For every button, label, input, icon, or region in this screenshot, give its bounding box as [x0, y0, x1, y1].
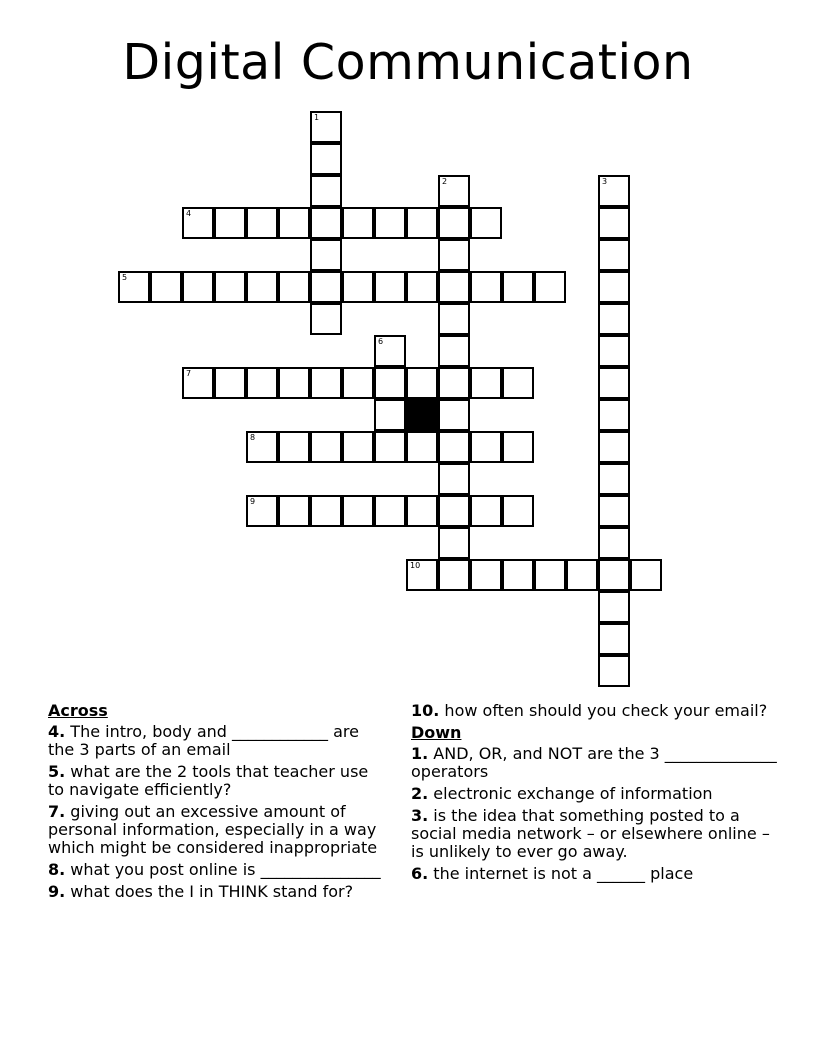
grid-cell[interactable] [598, 495, 630, 527]
grid-cell[interactable] [598, 335, 630, 367]
grid-cell[interactable] [502, 495, 534, 527]
clues-right-column [411, 702, 781, 887]
clue-text: what does the I in THINK stand for? [65, 882, 354, 901]
grid-cell[interactable] [470, 367, 502, 399]
grid-cell[interactable] [438, 271, 470, 303]
clue-down-2 [411, 785, 781, 803]
across-heading: Across [48, 701, 108, 720]
grid-cell[interactable] [214, 207, 246, 239]
grid-cell[interactable] [598, 559, 630, 591]
grid-cell[interactable] [438, 303, 470, 335]
grid-cell[interactable] [374, 431, 406, 463]
grid-cell[interactable] [438, 495, 470, 527]
grid-cell[interactable] [246, 431, 278, 463]
cell-number: 5 [122, 273, 128, 282]
grid-cell[interactable] [118, 271, 150, 303]
grid-cell[interactable] [534, 559, 566, 591]
grid-cell[interactable] [342, 271, 374, 303]
grid-cell[interactable] [438, 399, 470, 431]
grid-cell[interactable] [342, 367, 374, 399]
grid-cell[interactable] [598, 303, 630, 335]
cell-number: 6 [378, 337, 384, 346]
grid-cell[interactable] [598, 463, 630, 495]
grid-cell[interactable] [470, 559, 502, 591]
clue-number: 1. [411, 744, 429, 763]
clue-down-6 [411, 865, 781, 883]
grid-cell[interactable] [374, 495, 406, 527]
grid-cell[interactable] [246, 271, 278, 303]
page-title: Digital Communication [122, 34, 694, 91]
cell-number: 1 [314, 113, 320, 122]
grid-cell[interactable] [438, 175, 470, 207]
cell-number: 7 [186, 369, 192, 378]
grid-cell[interactable] [246, 207, 278, 239]
clue-number: 4. [48, 722, 66, 741]
grid-cell[interactable] [502, 271, 534, 303]
grid-cell[interactable] [598, 367, 630, 399]
grid-cell[interactable] [598, 399, 630, 431]
grid-cell[interactable] [598, 623, 630, 655]
cell-number: 8 [250, 433, 256, 442]
clue-across-9 [48, 883, 388, 901]
grid-cell[interactable] [438, 207, 470, 239]
clue-number: 6. [411, 864, 429, 883]
clue-number: 2. [411, 784, 429, 803]
grid-cell[interactable] [342, 207, 374, 239]
grid-cell[interactable] [182, 367, 214, 399]
clue-number: 10. [411, 701, 440, 720]
grid-cell[interactable] [278, 367, 310, 399]
grid-cell[interactable] [470, 271, 502, 303]
grid-cell[interactable] [406, 559, 438, 591]
grid-cell[interactable] [342, 495, 374, 527]
grid-cell[interactable] [406, 207, 438, 239]
grid-cell[interactable] [502, 431, 534, 463]
clue-number: 7. [48, 802, 66, 821]
cell-number: 10 [410, 561, 421, 570]
grid-cell[interactable] [310, 207, 342, 239]
grid-cell[interactable] [438, 463, 470, 495]
grid-cell[interactable] [342, 431, 374, 463]
grid-cell[interactable] [502, 559, 534, 591]
clues-left-column [48, 702, 388, 905]
clue-across-4 [48, 723, 388, 759]
grid-cell[interactable] [406, 431, 438, 463]
grid-cell[interactable] [214, 367, 246, 399]
grid-cell[interactable] [598, 591, 630, 623]
grid-cell[interactable] [438, 559, 470, 591]
clue-text: what are the 2 tools that teacher use to navigate efficiently? [48, 762, 369, 799]
clue-text: what you post online is _______________ [65, 860, 381, 879]
clue-text: AND, OR, and NOT are the 3 ______________ operators [411, 744, 777, 781]
grid-cell[interactable] [598, 527, 630, 559]
grid-cell[interactable] [630, 559, 662, 591]
grid-cell[interactable] [278, 271, 310, 303]
clue-down-3 [411, 807, 781, 861]
grid-cell[interactable] [310, 111, 342, 143]
grid-cell[interactable] [406, 367, 438, 399]
grid-cell[interactable] [598, 239, 630, 271]
grid-cell[interactable] [438, 527, 470, 559]
grid-cell[interactable] [278, 207, 310, 239]
grid-cell[interactable] [598, 271, 630, 303]
clue-text: the internet is not a ______ place [428, 864, 694, 883]
grid-cell[interactable] [438, 431, 470, 463]
grid-cell[interactable] [246, 367, 278, 399]
grid-cell[interactable] [374, 399, 406, 431]
grid-cell[interactable] [470, 431, 502, 463]
clue-text: The intro, body and ____________ are the 3 parts of an email [48, 722, 359, 759]
grid-cell[interactable] [566, 559, 598, 591]
grid-cell[interactable] [310, 495, 342, 527]
grid-cell[interactable] [470, 207, 502, 239]
clue-text: is the idea that something posted to a social media network – or elsewhere online – is unlikely to ever go away. [411, 806, 770, 861]
grid-cell[interactable] [534, 271, 566, 303]
grid-cell[interactable] [246, 495, 278, 527]
clue-number: 8. [48, 860, 66, 879]
grid-cell[interactable] [182, 207, 214, 239]
grid-cell[interactable] [310, 271, 342, 303]
grid-cell[interactable] [374, 271, 406, 303]
clue-across-10 [411, 702, 781, 720]
cell-number: 2 [442, 177, 448, 186]
grid-cell[interactable] [438, 239, 470, 271]
grid-cell[interactable] [310, 143, 342, 175]
grid-cell[interactable] [406, 271, 438, 303]
cell-number: 9 [250, 497, 256, 506]
grid-cell[interactable] [374, 335, 406, 367]
grid-cell[interactable] [150, 271, 182, 303]
clue-down-1 [411, 745, 781, 781]
clue-number: 5. [48, 762, 66, 781]
clue-across-8 [48, 861, 388, 879]
cell-number: 3 [602, 177, 608, 186]
clue-text: electronic exchange of information [428, 784, 713, 803]
black-cell [406, 399, 438, 431]
grid-cell[interactable] [182, 271, 214, 303]
clue-number: 3. [411, 806, 429, 825]
grid-cell[interactable] [278, 495, 310, 527]
clue-number: 9. [48, 882, 66, 901]
clue-text: giving out an excessive amount of personal information, especially in a way which might be considered inappropriate [48, 802, 378, 857]
grid-cell[interactable] [374, 367, 406, 399]
clue-across-5 [48, 763, 388, 799]
grid-cell[interactable] [470, 495, 502, 527]
grid-cell[interactable] [310, 239, 342, 271]
grid-cell[interactable] [438, 335, 470, 367]
grid-cell[interactable] [374, 207, 406, 239]
grid-cell[interactable] [278, 431, 310, 463]
clue-text: how often should you check your email? [439, 701, 768, 720]
clue-across-7 [48, 803, 388, 857]
grid-cell[interactable] [598, 207, 630, 239]
down-heading: Down [411, 723, 462, 742]
grid-cell[interactable] [310, 175, 342, 207]
grid-cell[interactable] [214, 271, 246, 303]
grid-cell[interactable] [502, 367, 534, 399]
grid-cell[interactable] [598, 655, 630, 687]
grid-cell[interactable] [598, 431, 630, 463]
grid-cell[interactable] [438, 367, 470, 399]
grid-cell[interactable] [406, 495, 438, 527]
grid-cell[interactable] [310, 367, 342, 399]
grid-cell[interactable] [310, 303, 342, 335]
grid-cell[interactable] [598, 175, 630, 207]
cell-number: 4 [186, 209, 192, 218]
grid-cell[interactable] [310, 431, 342, 463]
